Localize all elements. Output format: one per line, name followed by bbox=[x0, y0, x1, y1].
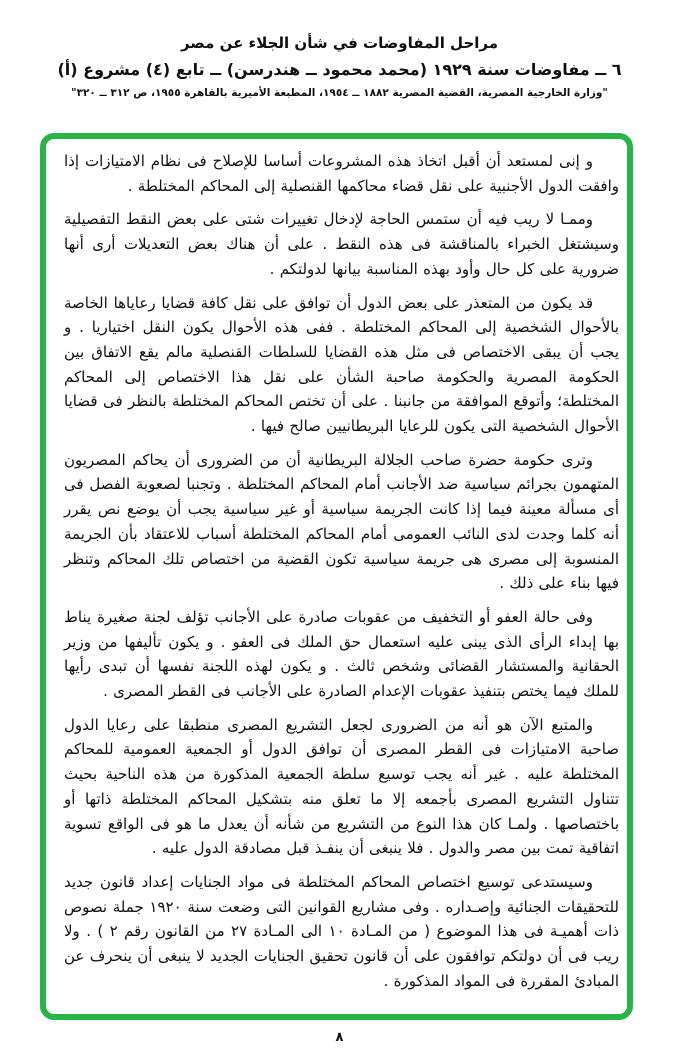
page-footer bbox=[0, 1026, 679, 1045]
paragraph-3: قد يكون من المتعذر على بعض الدول أن توافق على نقل كافة قضايا رعاياها الخاصة بالأحوال الشخصية إلى المحاكم المختلطة . ففى هذه الأحوال يكون النقل اختياريا . و يجب أن يبقى الاختصاص فى مثل هذه القضايا للسلطات القنصلية مالم يقع الاتفاق بين الحكومة المصرية والحكومة صاحبة الشأن على نقل هذا الاختصاص إلى المحاكم المختلطة؛ وأتوقع الموافقة من جانبنا . على أن تختص المحاكم المختلطة بالنظر فى قضايا الأحوال الشخصية التى يكون للرعايا البريطانيين صالح فيها . bbox=[64, 293, 619, 436]
paragraph-6: والمتبع الآن هو أنه من الضرورى لجعل التشريع المصرى منطبقا على رعايا الدول صاحبة الامتيازات فى القطر المصرى أن توافق الدول أو الجمعية العمومية للمحاكم المختلطة عليه . غير أنه يجب توسيع سلطة الجمعية المذكورة من هذه الناحية بحيث تتناول التشريع المصرى بأجمعه إلا ما تعلق منه بتشكيل المحاكم المختلطة ذاتها أو باختصاصها . ولمـا كان هذا النوع من التشريع من شأنه أن يعدل ما هو فى الواقع تسوية اتفاقية تمت بين مصر والدول . فلا ينبغى أن ينفـذ قبل مصادقة الدول عليه . bbox=[64, 715, 619, 858]
paragraph-2: وممـا لا ريب فيه أن ستمس الحاجة لإدخال تغييرات شتى على بعض النقط التفصيلية وسيشتغل الخبراء بالمناقشة فى هذه النقط . على أن هناك بعض التعديلات أرى أنها ضرورية على كل حال وأود بهذه المناسبة بيانها لدولتكم . bbox=[64, 210, 619, 278]
paragraph-1: و إنى لمستعد أن أقبل اتخاذ هذه المشروعات أساسا للإصلاح فى نظام الامتيازات إذا وافقت الدول الأجنبية على نقل قضاء محاكمها القنصلية إلى المحاكم المختلطة . bbox=[64, 152, 619, 195]
document-title: مراحل المفاوضات في شأن الجلاء عن مصر bbox=[180, 34, 499, 52]
paragraph-5: وفى حالة العفو أو التخفيف من عقوبات صادرة على الأجانب تؤلف لجنة صغيرة يناط بها إبداء الرأى الذى يبنى عليه استعمال حق الملك فى العفو . و يكون تأليفها من وزير الحقانية والمستشار القضائى وشخص ثالث . و يكون لهذه اللجنة نفسها أن تبدى رأيها للملك فيما يختص بتنفيذ عقوبات الإعدام الصادرة على الأجانب فى القطر المصرى . bbox=[64, 607, 619, 701]
source-citation: "وزارة الخارجية المصرية، القضية المصرية ١٨٨٢ ــ ١٩٥٤، المطبعة الأميرية بالقاهرة ١٩٥٥، ص ٣١٢ ــ ٣٢٠" bbox=[71, 87, 608, 99]
green-frame bbox=[40, 133, 633, 1020]
page-header bbox=[0, 0, 679, 99]
document-subtitle: ٦ ــ مفاوضات سنة ١٩٢٩ (محمد محمود ــ هندرسن) ــ تابع (٤) مشروع (أ) bbox=[57, 60, 622, 79]
paragraph-4: وترى حكومة حضرة صاحب الجلالة البريطانية أن من الضرورى أن يحاكم المصريون المتهمون بجرائم سياسية ضد الأجانب أمام المحاكم المختلطة . وتجنبا لصعوبة الفصل فى أى مسألة معينة فيما إذا كانت الجريمة سياسية أو غير سياسية يجب أن يوضع نص يقرر أنه كلما وجدت لدى النائب العمومى أمام المحاكم المختلطة أسباب للاعتقاد بأن الجريمة المنسوبة إلى مصرى هى جريمة سياسية تكون القضية من اختصاص تلك المحاكم وتنظر فيها بناء على ذلك . bbox=[64, 450, 619, 593]
paragraph-7: وسيستدعى توسيع اختصاص المحاكم المختلطة فى مواد الجنايات إعداد قانون جديد للتحقيقات الجنائية وإصـداره . وفى مشاريع القوانين التى وضعت سنة ١٩٢٠ جملة نصوص ذات أهميـة فى هذا الموضوع ( من المـادة ١٠ الى المـادة ٢٧ من القانون رقم ٢ ) . ولا ريب فى أن دولتكم توافقون على أن قانون تحقيق الجنايات الجديد لا ينبغى أن ينحرف عن المبادئ المقررة فى المواد المذكورة . bbox=[64, 872, 619, 990]
page-number: ٨ bbox=[335, 1030, 344, 1045]
